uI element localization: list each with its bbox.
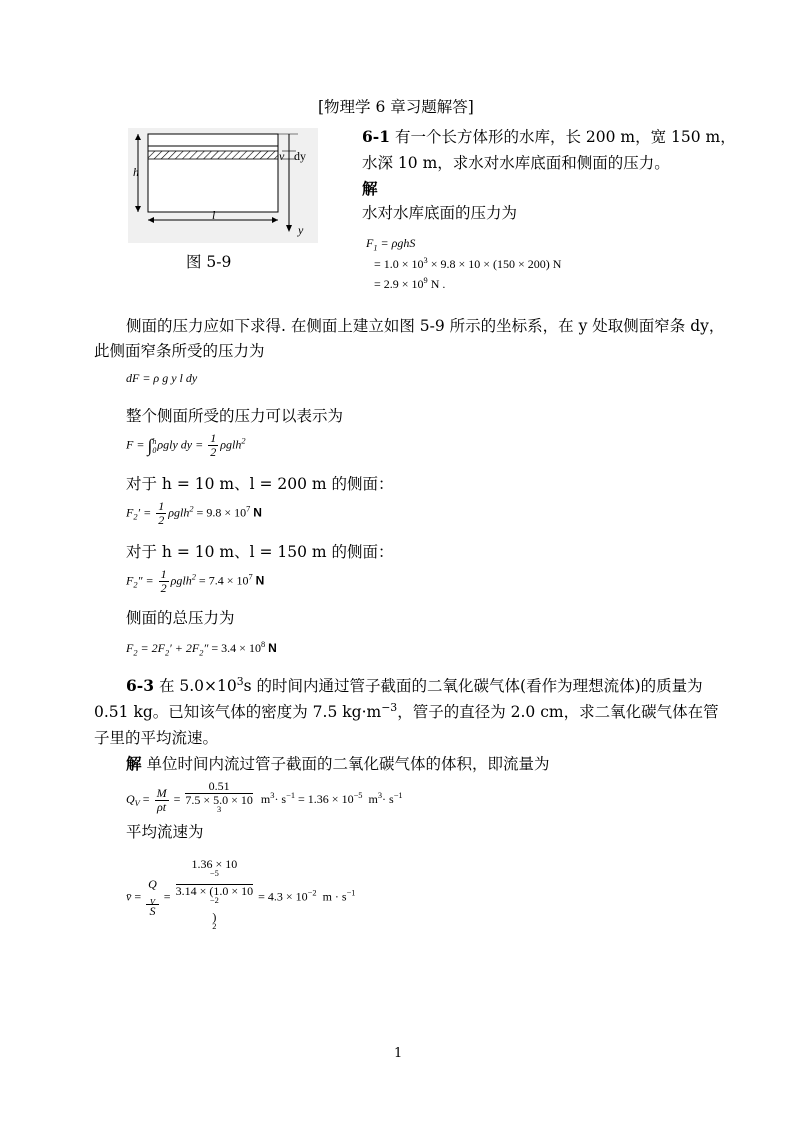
value: = 9.8 × 10: [193, 505, 247, 520]
lower-limit: 0: [152, 445, 157, 455]
sub: 2: [133, 512, 138, 522]
numerator: [176, 858, 254, 885]
solution-label: 解: [362, 179, 378, 198]
unit: · s: [382, 791, 394, 806]
numerator: [146, 878, 159, 905]
solution-label: 解: [126, 754, 142, 773]
label-y: y: [298, 223, 304, 237]
sup: 2: [241, 436, 246, 446]
text: ρglh: [170, 573, 192, 588]
numerator: 1: [158, 499, 165, 513]
text: 3.14 × (1.0 × 10: [175, 884, 254, 898]
numerator: 0.51: [185, 780, 253, 794]
prime: ′: [137, 505, 141, 520]
sup: −1: [286, 790, 296, 800]
sup: 3: [217, 805, 222, 814]
prime: ″: [137, 573, 143, 588]
sub: 2: [199, 648, 204, 658]
sup: 3: [236, 674, 244, 688]
text: ): [212, 910, 217, 924]
text: ，管子的直径为 2.0 cm，求二氧化碳气体在管: [397, 703, 719, 721]
p3-solution-line: [126, 752, 549, 776]
eq-F1-line2: [374, 256, 561, 272]
sup: 9: [423, 276, 428, 285]
denominator: 2: [210, 445, 217, 459]
label-dy: dy: [294, 149, 306, 163]
denominator: 2: [158, 513, 165, 527]
text: 0.51 kg。已知该气体的密度为 7.5 kg·m: [94, 703, 382, 721]
fraction: [185, 780, 253, 820]
p1-line3: 水对水库底面的压力为: [362, 204, 518, 222]
text: 单位时间内流过管子截面的二氧化碳气体的体积，即流量为: [146, 755, 550, 773]
sub: 2: [133, 648, 138, 658]
numerator: 1: [210, 431, 217, 445]
reservoir-diagram: [128, 128, 318, 243]
prime: ′: [169, 641, 172, 655]
p2-line1: 侧面的压力应如下求得. 在侧面上建立如图 5-9 所示的坐标系，在 y 处取侧面窄条 dy，: [126, 317, 725, 335]
sup: −2: [307, 888, 317, 898]
denominator: [185, 794, 253, 820]
p2-line4: 对于 h = 10 m、l = 200 m 的侧面：: [126, 475, 394, 493]
sup: 2: [191, 572, 196, 582]
denominator: 2: [160, 581, 167, 595]
denominator: S: [149, 903, 156, 918]
text: 有一个长方体形的水库，长 200 m，宽 150 m，: [394, 128, 736, 146]
sup: 7: [248, 572, 253, 582]
problem-6-3-line3: 子里的平均流速。: [94, 729, 219, 747]
upper-limit: h: [152, 436, 157, 446]
sup: −1: [393, 790, 403, 800]
text: = 2.9 × 10: [374, 277, 424, 291]
sub: 2: [133, 580, 138, 590]
unit: m: [260, 791, 271, 806]
label-v: v: [279, 149, 285, 163]
sym: Q: [126, 791, 135, 806]
value: = 3.4 × 10: [208, 641, 261, 655]
figure-5-9: [128, 128, 318, 243]
text: s 的时间内通过管子截面的二氧化碳气体(看作为理想流体)的质量为: [243, 677, 703, 695]
sub: 1: [373, 243, 378, 253]
text: = 2F: [137, 641, 165, 655]
fraction: [155, 787, 169, 814]
unit: m: [368, 791, 378, 806]
limits: [152, 437, 156, 455]
p2-line5: 对于 h = 10 m、l = 150 m 的侧面：: [126, 543, 394, 561]
unit: · s: [274, 791, 287, 806]
sub: 2: [164, 648, 170, 658]
p2-line2: 此侧面窄条所受的压力为: [94, 342, 265, 360]
sym: F: [126, 573, 134, 588]
denominator: ρt: [157, 799, 167, 814]
eq-F1-line3: [374, 276, 445, 292]
text: 在 5.0×10: [158, 677, 237, 695]
text: + 2F: [171, 641, 200, 655]
fraction: [159, 568, 169, 595]
sup: 7: [246, 504, 251, 514]
sup: 3: [270, 790, 275, 800]
fraction: [208, 432, 218, 459]
sup: −5: [209, 869, 219, 878]
value: = 1.36 × 10: [298, 791, 354, 806]
eq-F2-prime: $F_2'$ = $\frac{1}{2}$ $\rho glh^2 = 9.8 \times 10^7$ N: [126, 499, 262, 527]
sym: F =: [126, 437, 148, 452]
figure-caption: 图 5-9: [186, 253, 232, 271]
p3-line5: 平均流速为: [126, 823, 204, 841]
value: = 7.4 × 10: [195, 573, 249, 588]
prime: ″: [203, 641, 209, 655]
sup: 8: [260, 640, 266, 649]
text: Q: [148, 876, 157, 891]
problem-number: 6-3: [126, 676, 155, 695]
p2-line6: 侧面的总压力为: [126, 609, 235, 627]
problem-6-1-line2: 水深 10 m，求水对水库底面和侧面的压力。: [362, 154, 670, 172]
unit: N: [255, 573, 265, 588]
text: 1.36 × 10: [191, 857, 238, 871]
sup: −1: [346, 888, 356, 898]
sup: 3: [377, 790, 383, 800]
label-l: l: [212, 208, 216, 222]
unit: N: [253, 505, 262, 520]
text: = 1.0 × 10: [374, 257, 424, 271]
text: ρglh: [168, 505, 190, 520]
eq-dF: dF = ρ g y l dy: [126, 371, 198, 385]
text: 7.5 × 5.0 × 10: [185, 793, 253, 807]
sym: v̄: [126, 889, 132, 904]
page-title: [物理学 6 章习题解答]: [318, 98, 474, 116]
fraction: [176, 858, 254, 937]
fraction: [156, 500, 166, 527]
fraction: [146, 878, 159, 918]
value: = 4.3 × 10: [258, 889, 308, 904]
numerator: 1: [160, 567, 167, 581]
text: ρglh: [220, 437, 242, 452]
unit: m · s: [322, 889, 347, 904]
denominator: [176, 885, 254, 937]
unit: N: [268, 641, 277, 655]
problem-6-1-line1: [362, 125, 736, 149]
sub: V: [134, 799, 140, 809]
text: ρgly dy =: [157, 437, 207, 452]
numerator: M: [156, 785, 167, 800]
eq-v: v̄ = Q $_V$ S = 1.36 × 10 $^{-5}$ 3.14 × (1.0 × 10 $^{-2}$ ) $^2$ = $4.3 \times 10^{-2}$ $m \cdot s^{-1}$: [126, 858, 355, 937]
integral-sign: ∫: [147, 435, 153, 456]
eq-F1: [366, 235, 415, 251]
sym: = ρghS: [380, 236, 416, 250]
problem-number: 6-1: [362, 127, 391, 146]
sym: F: [366, 236, 374, 250]
sup: 2: [212, 922, 217, 931]
sym: F: [126, 641, 134, 655]
page-number: 1: [394, 1046, 403, 1061]
sup: 2: [189, 504, 194, 514]
p2-line3: 整个侧面所受的压力可以表示为: [126, 407, 344, 425]
eq-total: [126, 640, 277, 656]
eq-F: [126, 432, 246, 459]
eq-Q: $Q_V$ = $\frac{M}{\rho t}$ = 0.51 7.5 × 5.0 × 10 $^3$ $m^3\cdot s^{-1} = 1.36 \times 10^{-5}$ $m^3\cdot s^{-1}$: [126, 780, 403, 820]
label-h: h: [133, 165, 139, 179]
sup: −2: [209, 896, 219, 905]
eq-F2-dprime: $F_2''$ = $\frac{1}{2}$ $\rho glh^2 = 7.4 \times 10^7$ N: [126, 567, 265, 595]
sup: −3: [381, 700, 398, 714]
sym: F: [126, 505, 134, 520]
problem-6-3-line1: [126, 674, 703, 698]
sup: 3: [423, 256, 428, 265]
sub: V: [149, 896, 155, 906]
text: × 9.8 × 10 × (150 × 200) N: [427, 257, 562, 271]
sup: −5: [353, 790, 363, 800]
text: N .: [427, 277, 446, 291]
problem-6-3-line2: [94, 700, 719, 724]
